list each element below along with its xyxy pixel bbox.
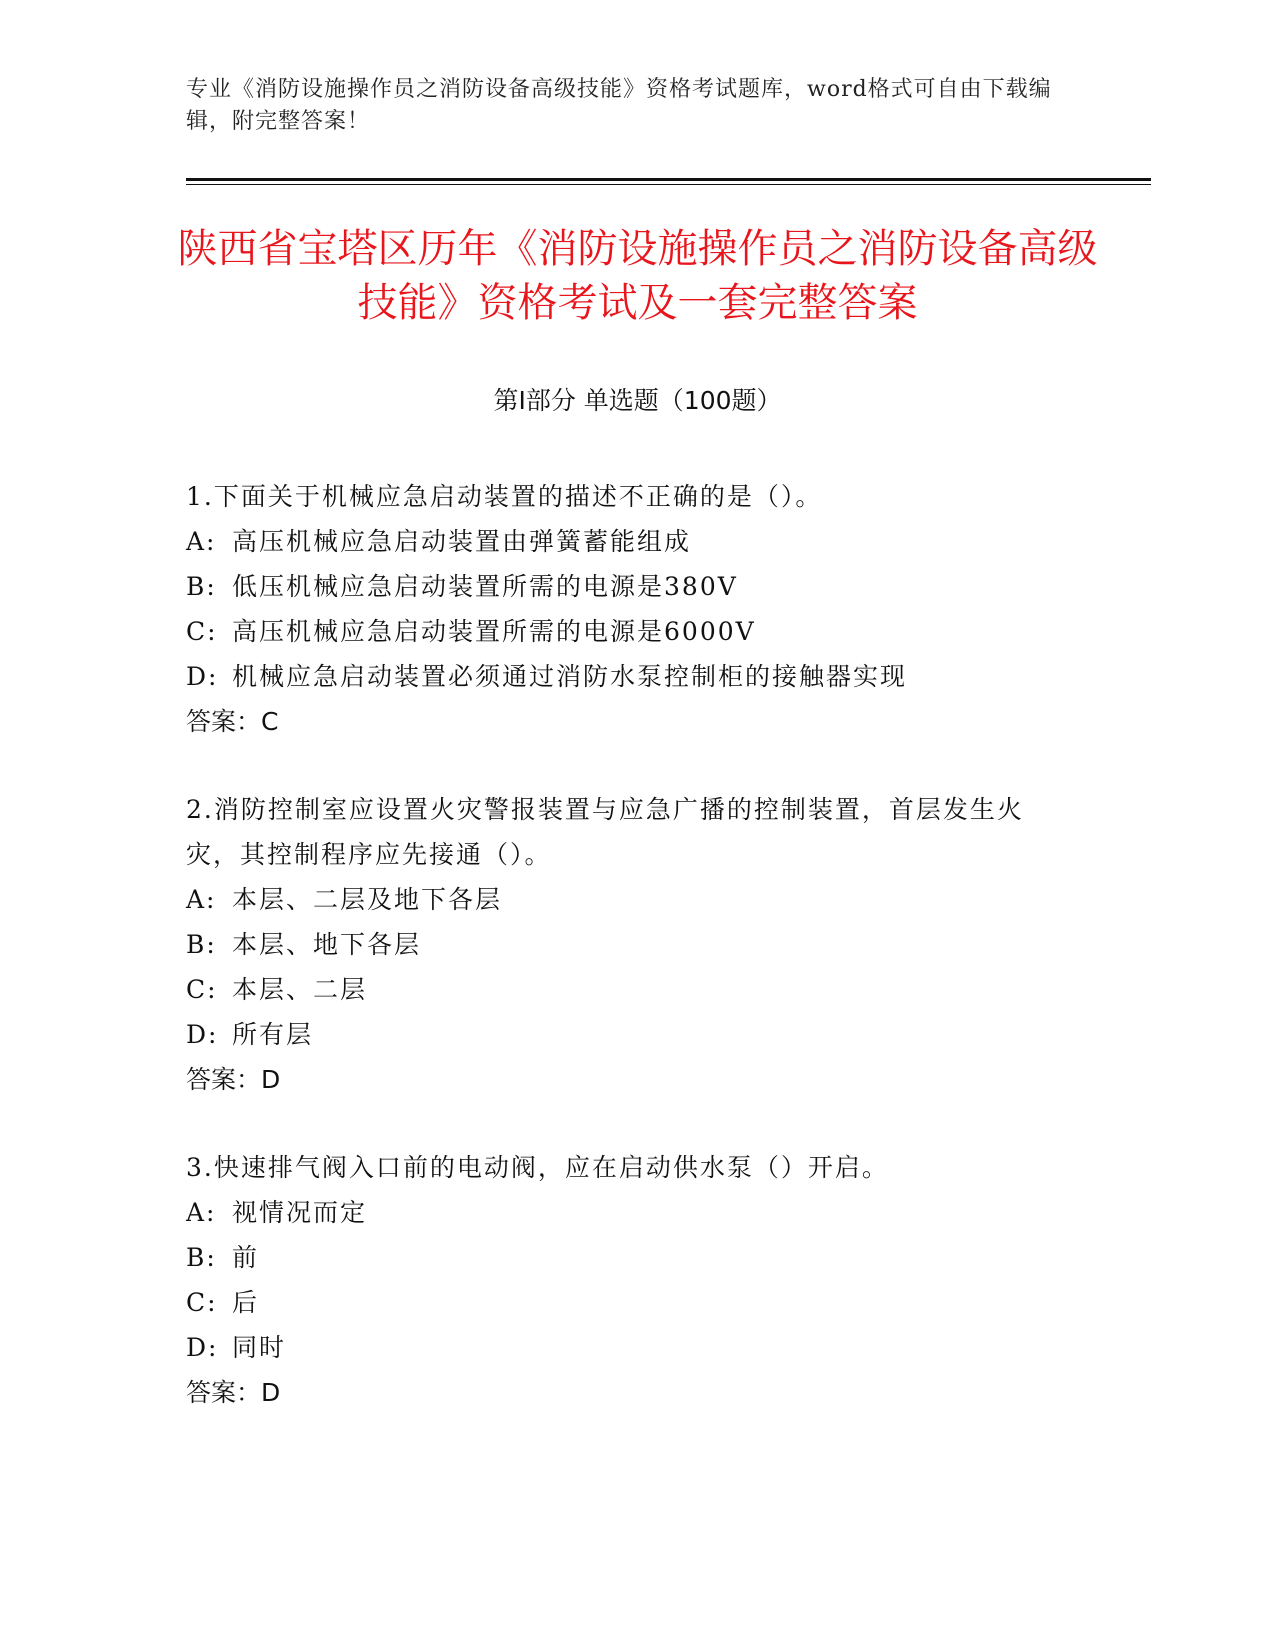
- section-title: 第I部分 单选题（100题）: [493, 386, 782, 415]
- option-letter: D:: [186, 1020, 219, 1049]
- option-a: [186, 519, 1066, 564]
- option-d: [186, 1012, 1066, 1057]
- option-text: 所有层: [232, 1020, 314, 1049]
- option-c: [186, 1280, 1066, 1325]
- option-letter: A:: [186, 885, 217, 914]
- question-stem: 2.消防控制室应设置火灾警报装置与应急广播的控制装置，首层发生火灾，其控制程序应先接通（）。: [186, 795, 1024, 869]
- question-2: [186, 787, 1066, 1102]
- question-stem: 1.下面关于机械应急启动装置的描述不正确的是（）。: [186, 482, 823, 511]
- option-letter: C:: [186, 617, 218, 646]
- option-d: [186, 654, 1066, 699]
- answer-line: 答案：D: [186, 1065, 281, 1094]
- option-letter: A:: [186, 1198, 217, 1227]
- option-text: 本层、地下各层: [232, 930, 422, 959]
- option-c: [186, 967, 1066, 1012]
- option-letter: D:: [186, 662, 219, 691]
- option-b: [186, 564, 1066, 609]
- question-list: [186, 474, 1066, 1458]
- option-text: 前: [232, 1243, 260, 1272]
- option-text: 高压机械应急启动装置所需的电源是6000V: [232, 617, 756, 646]
- option-letter: D:: [186, 1333, 219, 1362]
- answer-line: 答案：C: [186, 707, 279, 736]
- option-letter: B:: [186, 572, 217, 601]
- option-letter: A:: [186, 527, 217, 556]
- option-text: 后: [232, 1288, 260, 1317]
- option-letter: B:: [186, 1243, 217, 1272]
- header-note: 专业《消防设施操作员之消防设备高级技能》资格考试题库，word格式可自由下载编辑，附完整答案！: [186, 77, 1052, 134]
- option-letter: C:: [186, 1288, 218, 1317]
- option-d: [186, 1325, 1066, 1370]
- answer-line: 答案：D: [186, 1378, 281, 1407]
- option-text: 本层、二层: [232, 975, 368, 1004]
- option-text: 机械应急启动装置必须通过消防水泵控制柜的接触器实现: [232, 662, 908, 691]
- option-text: 高压机械应急启动装置由弹簧蓄能组成: [232, 527, 692, 556]
- option-b: [186, 922, 1066, 967]
- option-a: [186, 1190, 1066, 1235]
- option-a: [186, 877, 1066, 922]
- option-letter: B:: [186, 930, 217, 959]
- option-c: [186, 609, 1066, 654]
- option-text: 同时: [232, 1333, 287, 1362]
- option-letter: C:: [186, 975, 218, 1004]
- question-stem: 3.快速排气阀入口前的电动阀，应在启动供水泵（）开启。: [186, 1153, 889, 1182]
- option-b: [186, 1235, 1066, 1280]
- question-1: [186, 474, 1066, 744]
- document-title: 陕西省宝塔区历年《消防设施操作员之消防设备高级技能》资格考试及一套完整答案: [177, 226, 1098, 326]
- option-text: 本层、二层及地下各层: [232, 885, 503, 914]
- header-rule-thin: [186, 184, 1151, 185]
- question-3: [186, 1145, 1066, 1415]
- option-text: 低压机械应急启动装置所需的电源是380V: [232, 572, 738, 601]
- option-text: 视情况而定: [232, 1198, 368, 1227]
- header-rule-thick: [186, 178, 1151, 181]
